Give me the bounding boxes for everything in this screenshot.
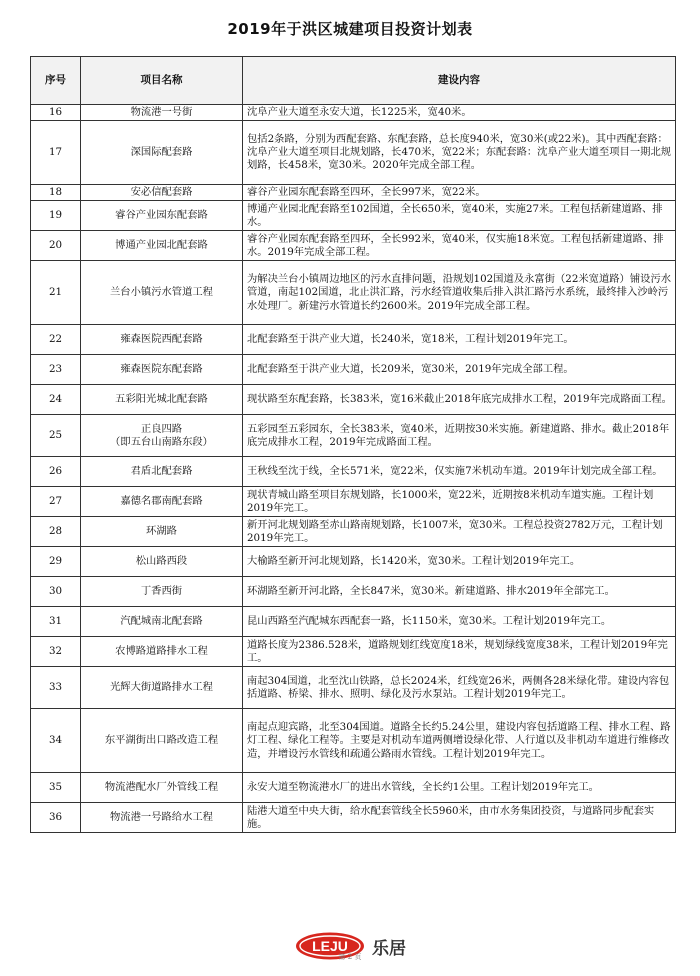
construction-content: 为解决兰台小镇周边地区的污水直排问题，沿规划102国道及永富街（22米宽道路）铺设污水管道，南起102国道，北止洪汇路，污水经管道收集后排入洪汇路污水系统，最终排入沙岭污水处理厂。新建污水管道长约2600米。2019年完成全部工程。 bbox=[243, 261, 676, 325]
construction-content: 南起点迎宾路，北至304国道。道路全长约5.24公里，建设内容包括道路工程、排水工程、路灯工程、绿化工程等。主要是对机动车道两侧增设绿化带、人行道以及非机动车道进行维修改造，并增设污水管线和疏通公路雨水管线。工程计划2019年完工。 bbox=[243, 709, 676, 773]
row-number: 17 bbox=[31, 121, 81, 185]
table-row bbox=[31, 201, 676, 231]
construction-content: 北配套路至于洪产业大道，长209米，宽30米，2019年完成全部工程。 bbox=[243, 355, 676, 385]
table-row bbox=[31, 547, 676, 577]
header-content: 建设内容 bbox=[243, 57, 676, 105]
construction-content: 现状青城山路至项目东规划路，长1000米，宽22米，近期按8米机动车道实施。工程计划2019年完工。 bbox=[243, 487, 676, 517]
project-name: 光辉大街道路排水工程 bbox=[81, 667, 243, 709]
project-name: 物流港配水厂外管线工程 bbox=[81, 773, 243, 803]
construction-content: 王秋线至沈于线，全长571米，宽22米，仅实施7米机动车道。2019年计划完成全部工程。 bbox=[243, 457, 676, 487]
row-number: 30 bbox=[31, 577, 81, 607]
header-project-name: 项目名称 bbox=[81, 57, 243, 105]
construction-content: 环湖路至新开河北路，全长847米，宽30米。新建道路、排水2019年全部完工。 bbox=[243, 577, 676, 607]
project-name: 物流港一号街 bbox=[81, 105, 243, 121]
row-number: 16 bbox=[31, 105, 81, 121]
project-name: 丁香西街 bbox=[81, 577, 243, 607]
table-row bbox=[31, 667, 676, 709]
construction-content: 北配套路至于洪产业大道，长240米，宽18米，工程计划2019年完工。 bbox=[243, 325, 676, 355]
table-row bbox=[31, 121, 676, 185]
row-number: 32 bbox=[31, 637, 81, 667]
construction-content: 昆山西路至汽配城东西配套一路，长1150米，宽30米。工程计划2019年完工。 bbox=[243, 607, 676, 637]
table-row bbox=[31, 457, 676, 487]
construction-content: 陆港大道至中央大街，给水配套管线全长5960米，由市水务集团投资，与道路同步配套实施。 bbox=[243, 803, 676, 833]
project-name: 松山路西段 bbox=[81, 547, 243, 577]
row-number: 20 bbox=[31, 231, 81, 261]
table-row bbox=[31, 773, 676, 803]
row-number: 31 bbox=[31, 607, 81, 637]
investment-plan-table bbox=[30, 56, 676, 833]
row-number: 27 bbox=[31, 487, 81, 517]
table-row bbox=[31, 577, 676, 607]
row-number: 21 bbox=[31, 261, 81, 325]
construction-content: 大榆路至新开河北规划路，长1420米，宽30米。工程计划2019年完工。 bbox=[243, 547, 676, 577]
row-number: 18 bbox=[31, 185, 81, 201]
project-name: 正良四路 （即五台山南路东段） bbox=[81, 415, 243, 457]
project-name: 雍森医院东配套路 bbox=[81, 355, 243, 385]
header-no: 序号 bbox=[31, 57, 81, 105]
construction-content: 睿谷产业园东配套路至四环，全长997米，宽22米。 bbox=[243, 185, 676, 201]
table-row bbox=[31, 261, 676, 325]
row-number: 23 bbox=[31, 355, 81, 385]
project-name: 兰台小镇污水管道工程 bbox=[81, 261, 243, 325]
row-number: 35 bbox=[31, 773, 81, 803]
construction-content: 现状路至东配套路，长383米，宽16米截止2018年底完成排水工程，2019年完成路面工程。 bbox=[243, 385, 676, 415]
table-row bbox=[31, 517, 676, 547]
table-row bbox=[31, 355, 676, 385]
row-number: 28 bbox=[31, 517, 81, 547]
row-number: 33 bbox=[31, 667, 81, 709]
construction-content: 沈阜产业大道至永安大道，长1225米，宽40米。 bbox=[243, 105, 676, 121]
project-name: 雍森医院西配套路 bbox=[81, 325, 243, 355]
project-name: 博通产业园北配套路 bbox=[81, 231, 243, 261]
table-row bbox=[31, 709, 676, 773]
table-row bbox=[31, 231, 676, 261]
table-row bbox=[31, 415, 676, 457]
project-name: 农博路道路排水工程 bbox=[81, 637, 243, 667]
project-name: 深国际配套路 bbox=[81, 121, 243, 185]
project-name: 君盾北配套路 bbox=[81, 457, 243, 487]
page-number: 第 2 页 bbox=[338, 953, 362, 961]
table-row bbox=[31, 105, 676, 121]
project-name: 汽配城南北配套路 bbox=[81, 607, 243, 637]
construction-content: 五彩园至五彩园东，全长383米，宽40米，近期按30米实施。新建道路、排水。截止2018年底完成排水工程，2019年完成路面工程。 bbox=[243, 415, 676, 457]
table-row bbox=[31, 185, 676, 201]
construction-content: 新开河北规划路至赤山路南规划路，长1007米，宽30米。工程总投资2782万元，工程计划2019年完工。 bbox=[243, 517, 676, 547]
project-name: 嘉德名郡南配套路 bbox=[81, 487, 243, 517]
table-row bbox=[31, 487, 676, 517]
row-number: 22 bbox=[31, 325, 81, 355]
project-name: 安必信配套路 bbox=[81, 185, 243, 201]
table-row bbox=[31, 325, 676, 355]
project-name: 物流港一号路给水工程 bbox=[81, 803, 243, 833]
table-row bbox=[31, 385, 676, 415]
row-number: 26 bbox=[31, 457, 81, 487]
row-number: 25 bbox=[31, 415, 81, 457]
project-name: 环湖路 bbox=[81, 517, 243, 547]
construction-content: 永安大道至物流港水厂的进出水管线，全长约1公里。工程计划2019年完工。 bbox=[243, 773, 676, 803]
table-row bbox=[31, 637, 676, 667]
row-number: 29 bbox=[31, 547, 81, 577]
row-number: 24 bbox=[31, 385, 81, 415]
brand-name: 乐居 bbox=[372, 938, 406, 959]
construction-content: 包括2条路，分别为西配套路、东配套路，总长度940米，宽30米(或22米)。其中西配套路：沈阜产业大道至项目北规划路，长470米，宽22米；东配套路：沈阜产业大道至项目一期北规划路，长458米，宽30米。2020年完成全部工程。 bbox=[243, 121, 676, 185]
table-row bbox=[31, 607, 676, 637]
logo-text: LEJU bbox=[312, 938, 348, 954]
project-name: 五彩阳光城北配套路 bbox=[81, 385, 243, 415]
construction-content: 道路长度为2386.528米，道路规划红线宽度18米，规划绿线宽度38米，工程计划2019年完工。 bbox=[243, 637, 676, 667]
construction-content: 南起304国道，北至沈山铁路，总长2024米，红线宽26米，两侧各28米绿化带。建设内容包括道路、桥梁、排水、照明、绿化及污水泵站。工程计划2019年完工。 bbox=[243, 667, 676, 709]
construction-content: 睿谷产业园东配套路至四环，全长992米，宽40米，仅实施18米宽。工程包括新建道路、排水。2019年完成全部工程。 bbox=[243, 231, 676, 261]
project-name: 睿谷产业园东配套路 bbox=[81, 201, 243, 231]
table-body bbox=[31, 105, 676, 833]
table-header-row bbox=[31, 57, 676, 105]
table-row bbox=[31, 803, 676, 833]
page-title: 2019年于洪区城建项目投资计划表 bbox=[227, 20, 473, 38]
row-number: 34 bbox=[31, 709, 81, 773]
construction-content: 博通产业园北配套路至102国道，全长650米，宽40米，实施27米。工程包括新建道路、排水。 bbox=[243, 201, 676, 231]
project-name: 东平湖街出口路改造工程 bbox=[81, 709, 243, 773]
row-number: 36 bbox=[31, 803, 81, 833]
row-number: 19 bbox=[31, 201, 81, 231]
